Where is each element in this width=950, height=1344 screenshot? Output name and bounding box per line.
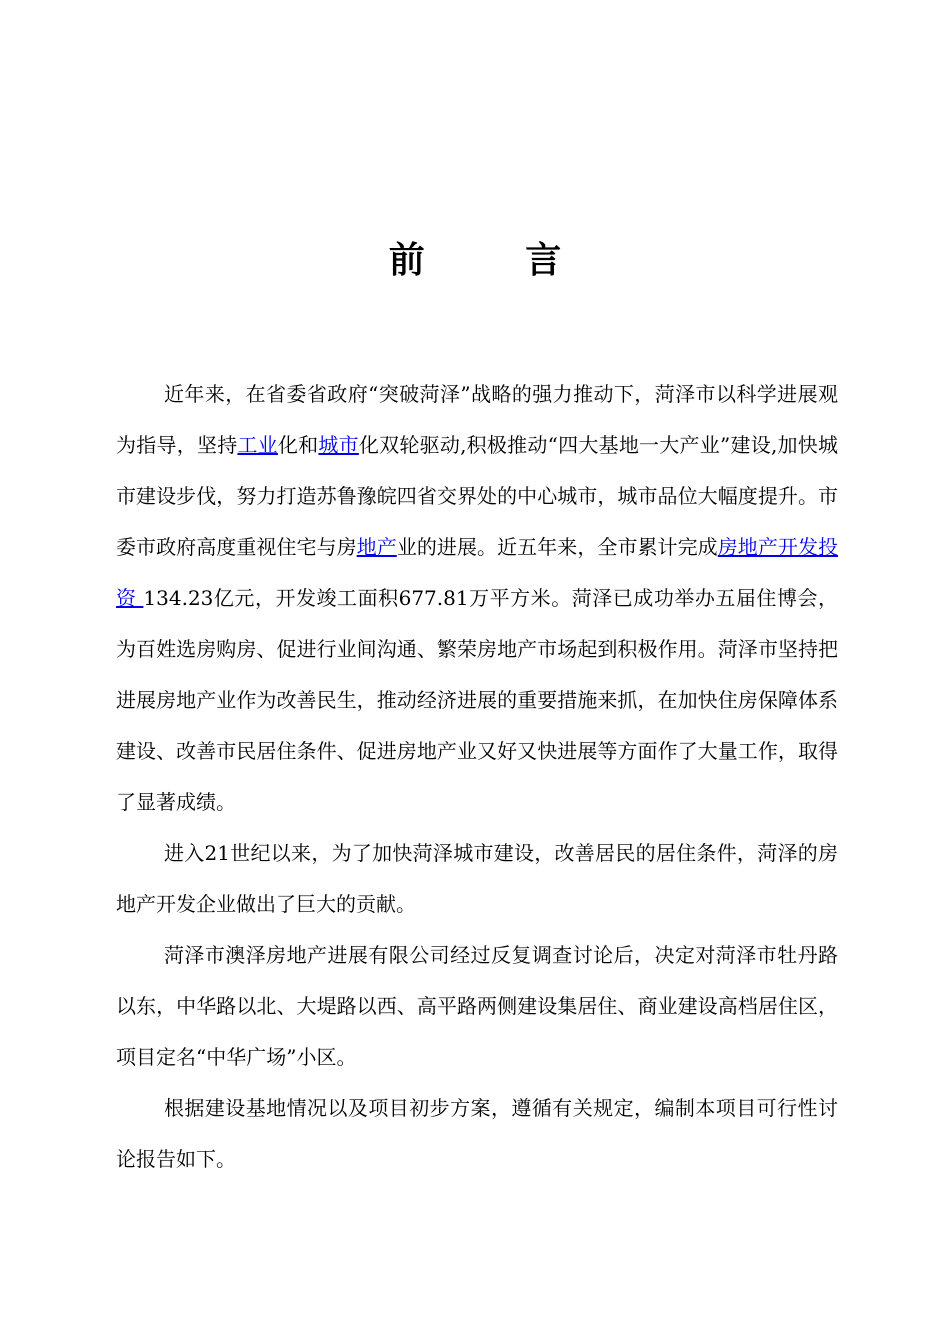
paragraph-text: 业的进展。近五年来，全市累计完成 (396, 535, 718, 559)
paragraph-text: 根据建设基地情况以及项目初步方案，遵循有关规定，编制本项目可行性讨论报告如下。 (116, 1096, 838, 1171)
inline-link[interactable]: 房地产开发投资 (116, 535, 839, 610)
inline-link[interactable]: 地产 (356, 535, 397, 559)
paragraph-text: 近年来，在省委省政府“突破菏泽”战略的强力推动下，菏泽市以科学进展观为指导，坚持 (116, 382, 838, 457)
document-body (116, 369, 838, 1185)
page-title: 前 言 (388, 239, 606, 281)
paragraph-text: 化和 (277, 433, 319, 457)
paragraph-text: 进入21世纪以来，为了加快菏泽城市建设，改善居民的居住条件，菏泽的房地产开发企业做出了巨大的贡献。 (116, 841, 838, 916)
paragraph (116, 369, 838, 828)
paragraph-text: 化双轮驱动,积极推动“四大基地一大产业”建设,加快城市建设步伐，努力打造苏鲁豫皖四省交界处的中心城市，城市品位大幅度提升。市委市政府高度重视住宅与房 (116, 433, 839, 559)
paragraph (116, 930, 838, 1083)
paragraph-text: 菏泽市澳泽房地产进展有限公司经过反复调查讨论后，决定对菏泽市牡丹路以东，中华路以北、大堤路以西、高平路两侧建设集居住、商业建设高档居住区，项目定名“中华广场”小区。 (116, 943, 838, 1069)
paragraph (116, 1083, 838, 1185)
inline-link[interactable]: 工业 (237, 433, 278, 457)
paragraph (116, 828, 838, 930)
paragraph-text: 134.23亿元，开发竣工面积677.81万平方米。菏泽已成功举办五届住博会，为百姓选房购房、促进行业间沟通、繁荣房地产市场起到积极作用。菏泽市坚持把进展房地产业作为改善民生，推动经济进展的重要措施来抓，在加快住房保障体系建设、改善市民居住条件、促进房地产业又好又快进展等方面作了大量工作，取得了显著成绩。 (116, 586, 838, 814)
inline-link[interactable]: 城市 (318, 433, 359, 457)
